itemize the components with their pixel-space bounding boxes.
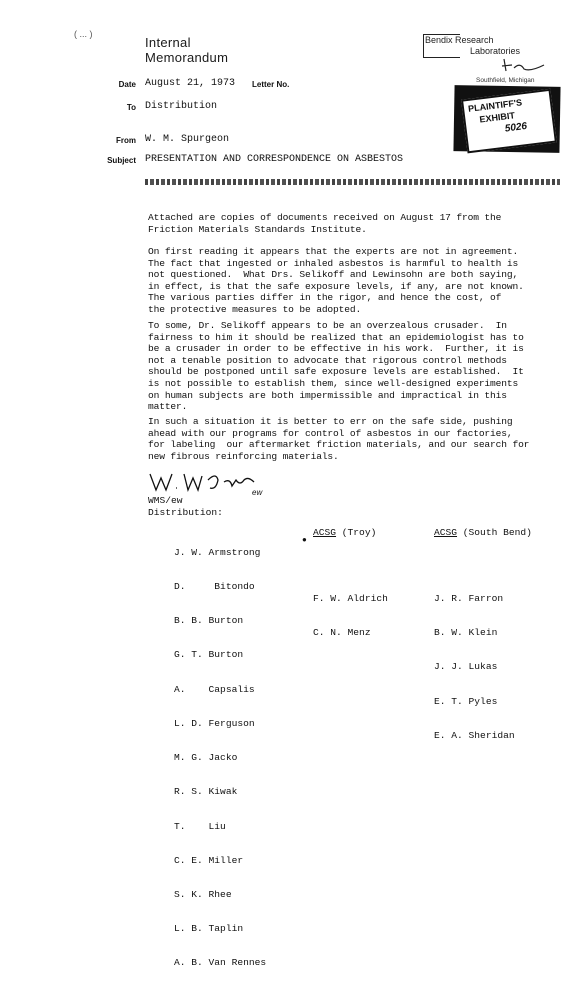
list-item: F. W. Aldrich [313,592,388,604]
exhibit-stamp [453,85,560,153]
list-item: B. B. Burton [174,615,244,627]
from-label: From [116,136,136,145]
list-item: S. K. Rhee [174,889,232,900]
list-item: E. T. Pyles [434,695,498,707]
separator-rule [145,179,560,185]
handwritten-initials [500,56,550,74]
org-name-line1: Bendix Research [425,35,494,45]
south-bend-heading-acsg: ACSG [434,526,458,538]
list-item: C. E. Miller [174,854,244,866]
distribution-south-bend-list [434,504,532,764]
date-label: Date [118,80,136,89]
signature-initials: ew [252,488,263,497]
body-paragraph-1: Attached are copies of documents received on August 17 from the Friction Materials Standards Institute. [148,212,502,235]
list-item: M. G. Jacko [174,752,238,764]
distribution-troy-list [313,504,388,661]
body-paragraph-3: To some, Dr. Selikoff appears to be an overzealous crusader. In fairness to him it should be realized that an epidemiologist has to be a crusader in order to be effective in his work. Further, it is not a tenable position to advocate that rigorous control methods should be postponed until safe exposure levels are established. It is not possible to establish them, since well-designed experiments on human subjects are both impermissible and impractical in this matter. [148,320,524,413]
list-item: G. T. Burton [174,649,244,661]
list-item: J. W. Armstrong [174,546,261,558]
from-value: W. M. Spurgeon [145,134,230,145]
memo-title-line1: Internal [145,35,191,50]
margin-mark: ( ... ) [74,29,93,39]
memo-title-line2: Memorandum [145,50,229,65]
list-item: T. Liu [174,820,226,832]
date-value: August 21, 1973 [145,78,236,89]
troy-heading-suffix: (Troy) [336,526,377,538]
list-item: L. D. Ferguson [174,717,255,729]
troy-heading-acsg: ACSG [313,526,337,538]
list-item: J. J. Lukas [434,661,498,673]
letter-no-label: Letter No. [252,80,290,89]
south-bend-heading [434,527,532,538]
list-item: B. W. Klein [434,627,498,639]
to-value: Distribution [145,101,218,112]
bullet-icon: ● [302,536,307,545]
stamp-line1: PLAINTIFF'S [467,97,523,114]
list-item: R. S. Kiwak [174,786,238,798]
list-item: A. Capsalis [174,683,255,695]
typist-initials: WMS/ew [148,495,183,506]
list-item: L. B. Taplin [174,923,244,935]
to-label: To [126,103,136,112]
list-item: A. B. Van Rennes [174,957,267,969]
stamp-line2: EXHIBIT [478,110,516,125]
list-item: C. N. Menz [313,627,371,639]
subject-label: Subject [107,156,136,165]
org-name-line2: Laboratories [470,46,521,56]
south-bend-heading-suffix: (South Bend) [457,526,532,538]
list-item: J. R. Farron [434,592,504,604]
body-paragraph-2: On first reading it appears that the experts are not in agreement. The fact that ingested or inhaled asbestos is harmful to health is not questioned. What Drs. Selikoff and Lewinsohn are both saying, in effect, is that the safe exposure levels, if any, are not known. The various parties differ in the rigor, and hence the cost, of the protective measures to be adopted. [148,246,524,315]
handwritten-signature [146,468,266,498]
org-location: Southfield, Michigan [476,77,535,84]
troy-heading [313,527,388,538]
list-item: D. Bitondo [174,581,255,593]
subject-value: PRESENTATION AND CORRESPONDENCE ON ASBESTOS [145,154,404,165]
stamp-number: 5026 [504,120,528,135]
list-item: E. A. Sheridan [434,729,515,741]
distribution-label: Distribution: [148,507,223,518]
distribution-main-list [174,524,266,992]
body-paragraph-4: In such a situation it is better to err on the safe side, pushing ahead with our programs for control of asbestos in our factories, for labeling our aftermarket friction materials, and our search for new fibrous reinforcing materials. [148,416,530,462]
